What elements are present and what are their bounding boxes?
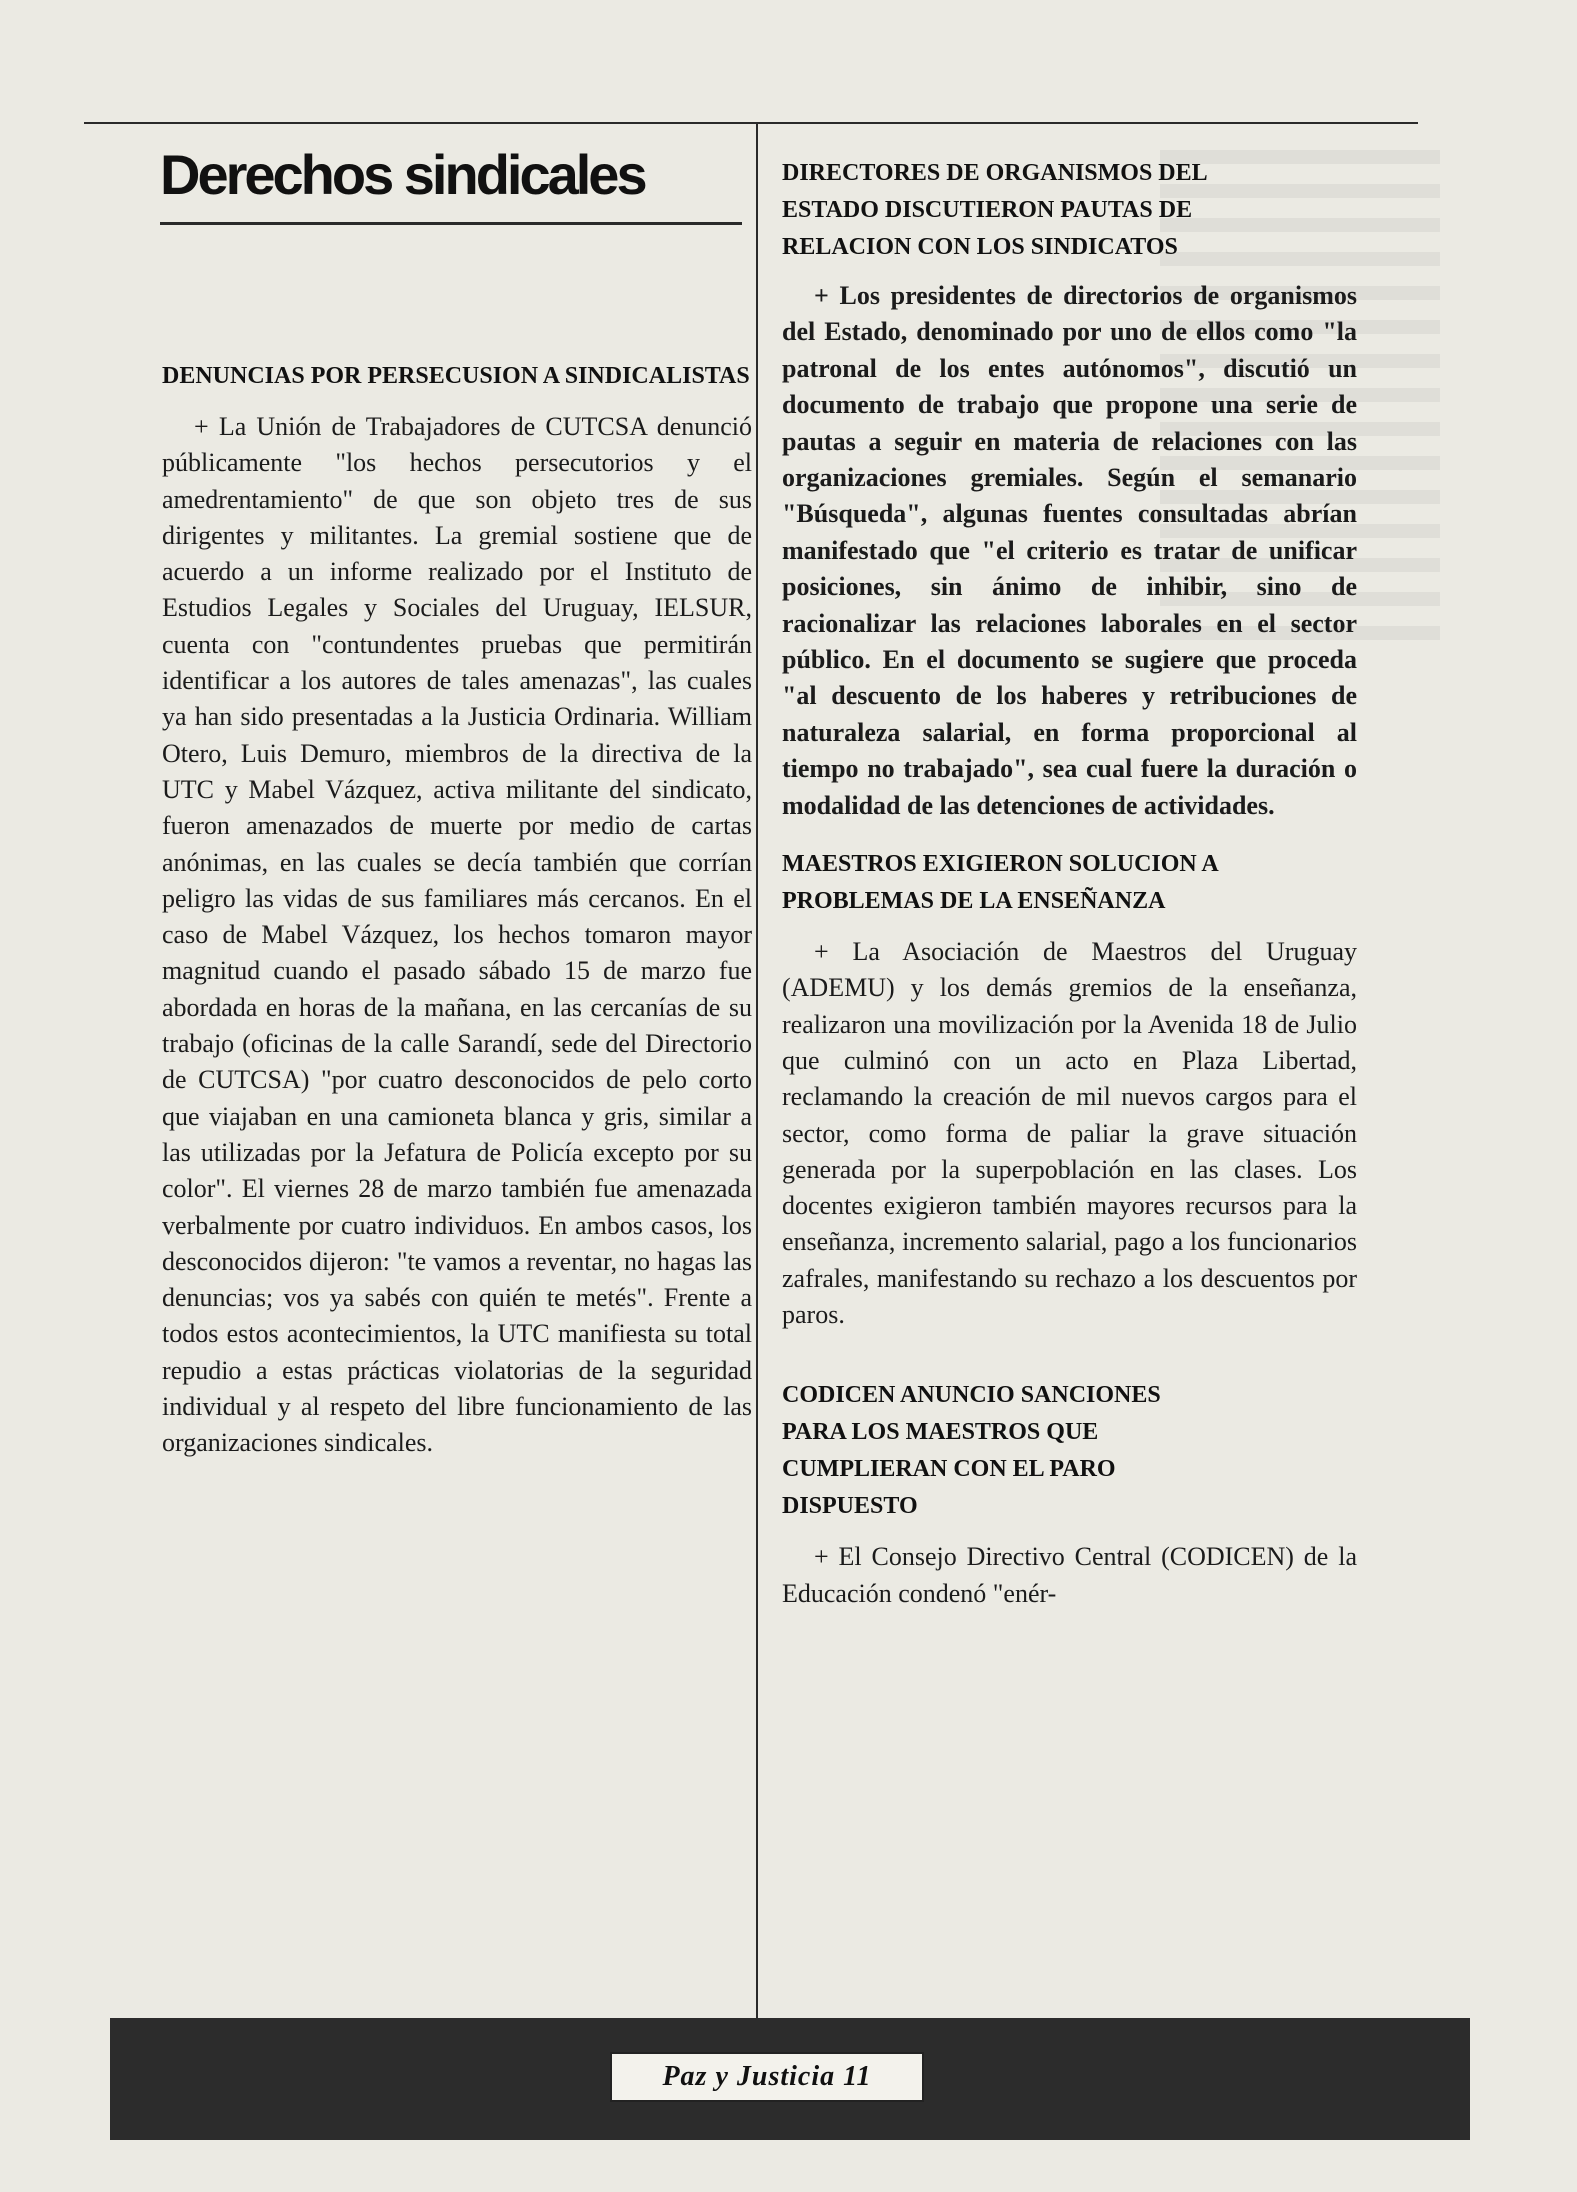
article-body: + La Asociación de Maestros del Uruguay (ADEMU) y los demás gremios de la enseñanza, realizaron una movilización por la Avenida 18 de Julio que culminó con un acto en Plaza Libertad, reclamando la creación de mil nuevos cargos para el sector, como forma de paliar la grave situación generada por la superpoblación en las clases. Los docentes exigieron también mayores recursos para la enseñanza, incremento salarial, pago a los funcionarios zafrales, manifestando su rechazo a los descuentos por paros. — [782, 937, 1357, 1330]
article-heading: DIRECTORES DE ORGANISMOS DEL ESTADO DISCUTIERON PAUTAS DE RELACION CON LOS SINDICATOS — [782, 160, 1207, 260]
page-title: Derechos sindicales — [160, 143, 645, 206]
title-underline — [160, 222, 742, 225]
top-rule — [84, 122, 1418, 124]
article-heading: DENUNCIAS POR PERSECUSION A SINDICALISTAS — [162, 363, 750, 389]
article-codicen — [782, 1377, 1357, 1612]
column-divider — [756, 124, 758, 2030]
article-heading: MAESTROS EXIGIERON SOLUCION A PROBLEMAS DE LA ENSEÑANZA — [782, 851, 1218, 915]
article-denuncias — [162, 358, 752, 1462]
left-column — [162, 358, 752, 1462]
article-body: + Los presidentes de directorios de organismos del Estado, denominado por uno de ellos como "la patronal de los entes autónomos", discutió un documento de trabajo que propone una serie de pautas a seguir en materia de relaciones con las organizaciones gremiales. Según el semanario "Búsqueda", algunas fuentes consultadas abrían manifestado que "el criterio es tratar de unificar posiciones, sin ánimo de inhibir, sino de racionalizar las relaciones laborales en el sector público. En el documento se sugiere que proceda "al descuento de los haberes y retribuciones de naturaleza salarial, en forma proporcional al tiempo no trabajado", sea cual fuere la duración o modalidad de las detenciones de actividades. — [782, 281, 1357, 820]
article-body: + La Unión de Trabajadores de CUTCSA denunció públicamente "los hechos persecutorios y el amedrentamiento" de que son objeto tres de sus dirigentes y militantes. La gremial sostiene que de acuerdo a un informe realizado por el Instituto de Estudios Legales y Sociales del Uruguay, IELSUR, cuenta con "contundentes pruebas que permitirán identificar a los autores de tales amenazas", las cuales ya han sido presentadas a la Justicia Ordinaria. William Otero, Luis Demuro, miembros de la directiva de la UTC y Mabel Vázquez, activa militante del sindicato, fueron amenazados de muerte por medio de cartas anónimas, en las cuales se decía también que corrían peligro las vidas de sus familiares más cercanos. En el caso de Mabel Vázquez, los hechos tomaron mayor magnitud cuando el pasado sábado 15 de marzo fue abordada en horas de la mañana, en las cercanías de su trabajo (oficinas de la calle Sarandí, sede del Directorio de CUTCSA) "por cuatro desconocidos de pelo corto que viajaban en una camioneta blanca y gris, similar a las utilizadas por la Jefatura de Policía excepto por su color". El viernes 28 de marzo también fue amenazada verbalmente por cuatro individuos. En ambos casos, los desconocidos dijeron: "te vamos a reventar, no hagas las denuncias; vos ya sabés con quién te metés". Frente a todos estos acontecimientos, la UTC manifiesta su total repudio a estas prácticas violatorias de la seguridad individual y al respeto del libre funcionamiento de las organizaciones sindicales. — [162, 412, 752, 1458]
article-heading: CODICEN ANUNCIO SANCIONES PARA LOS MAESTROS QUE CUMPLIERAN CON EL PARO DISPUESTO — [782, 1382, 1161, 1520]
right-column — [782, 155, 1357, 1612]
article-directores — [782, 155, 1357, 824]
article-body: + El Consejo Directivo Central (CODICEN) de la Educación condenó "enér- — [782, 1542, 1357, 1608]
page-number-label: Paz y Justicia 11 — [610, 2052, 924, 2102]
article-maestros — [782, 846, 1357, 1333]
